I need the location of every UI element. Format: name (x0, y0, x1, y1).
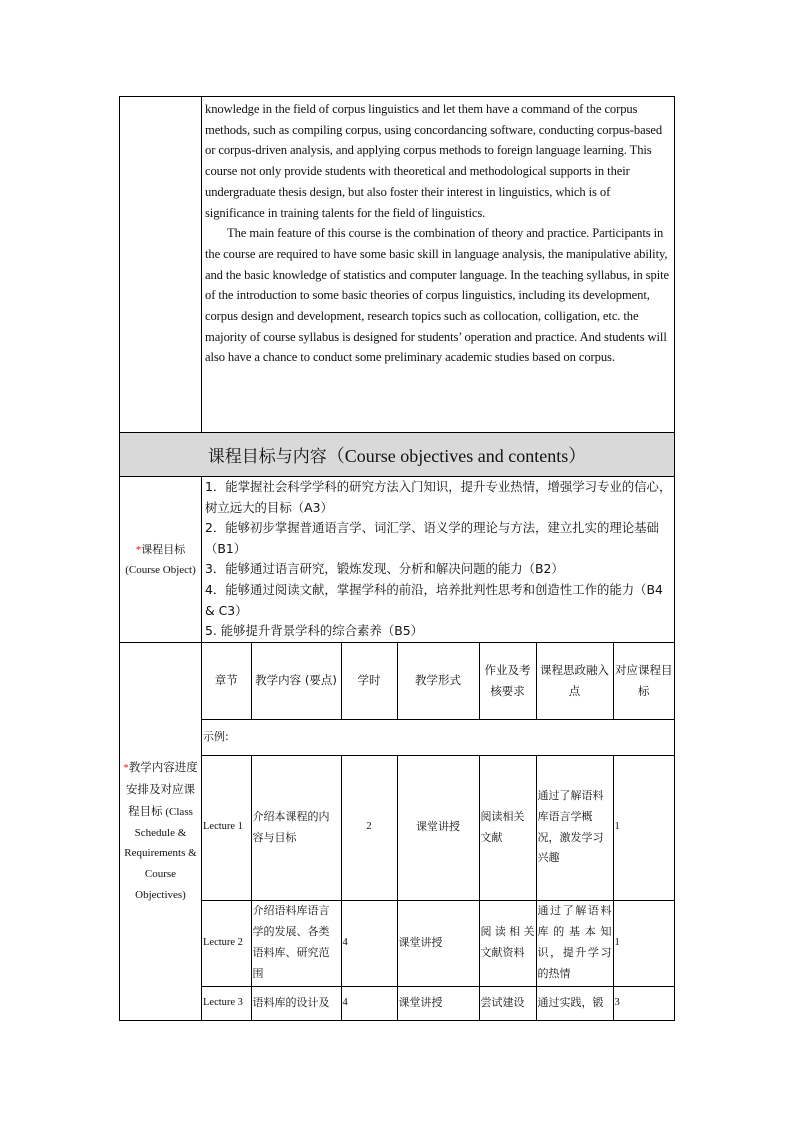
required-star: * (123, 762, 129, 775)
intro-paragraph-1: knowledge in the field of corpus linguistics and let them have a command of the corpus methods, such as compiling corpus, using concordancing software, conducting corpus-based or corpus-driven analysis, and applying corpus methods to foreign language learning. This course not only provide students with theoretical and methodological supports in their undergraduate thesis design, but also foster their interest in linguistics, which is of significance in training talents for the field of linguistics. (205, 102, 663, 220)
row-ideology: 通过了解语料库语言学概况，激发学习兴趣 (536, 755, 613, 900)
row-content: 介绍本课程的内容与目标 (251, 755, 341, 900)
objectives-row (120, 477, 675, 643)
schedule-label-cn: 教学内容进度安排及对应课程目标 (126, 760, 198, 818)
row-homework: 阅读相关文献资料 (479, 900, 536, 986)
row-objective: 1 (613, 900, 674, 986)
schedule-header-row (202, 643, 674, 719)
objective-item: 5. 能够提升背景学科的综合素养（B5） (205, 623, 424, 639)
objectives-label-cn: 课程目标 (141, 542, 186, 556)
section-header-row (120, 433, 675, 477)
row-chapter: Lecture 2 (202, 900, 251, 986)
header-hours: 学时 (341, 643, 397, 719)
row-content: 介绍语料库语言学的发展、各类语料库、研究范围 (251, 900, 341, 986)
objective-item: 2．能够初步掌握普通语言学、词汇学、语义学的理论与方法，建立扎实的理论基础（B1） (205, 520, 659, 556)
table-row (202, 755, 674, 900)
required-star: * (135, 543, 142, 556)
schedule-cell (202, 643, 675, 1021)
objectives-label-en: (Course Object) (125, 563, 196, 576)
schedule-table (202, 643, 674, 1020)
intro-row (120, 97, 675, 433)
objectives-list (202, 477, 675, 643)
schedule-row (120, 643, 675, 1021)
schedule-label-en: (Class Schedule & Requirements & Course Objectives) (124, 805, 197, 901)
objectives-label (120, 477, 202, 643)
row-form: 课堂讲授 (397, 755, 479, 900)
intro-paragraph-2: The main feature of this course is the combination of theory and practice. Participants in the course are required to have some basic skill in language analysis, the manipulative ability, and the basic knowledge of statistics and computer language. In the teaching syllabus, in spite of the introduction to some basic theories of corpus linguistics, including its development, corpus design and development, research topics such as collocation, colligation, etc. the majority of course syllabus is designed for students’ operation and practice. And students will also have a chance to conduct some preliminary academic studies based on corpus. (205, 226, 670, 365)
row-objective: 1 (613, 755, 674, 900)
header-objective: 对应课程目标 (613, 643, 674, 719)
header-content: 教学内容 (要点) (251, 643, 341, 719)
objective-item: 1．能掌握社会科学学科的研究方法入门知识，提升专业热情，增强学习专业的信心，树立远大的目标（A3） (205, 479, 672, 515)
section-header-en: （Course objectives and contents） (326, 445, 587, 466)
objective-item: 3．能够通过语言研究，锻炼发现、分析和解决问题的能力（B2） (205, 561, 564, 577)
row-chapter: Lecture 1 (202, 755, 251, 900)
row-hours: 4 (341, 986, 397, 1020)
row-hours: 2 (341, 755, 397, 900)
row-form: 课堂讲授 (397, 986, 479, 1020)
header-homework: 作业及考核要求 (479, 643, 536, 719)
example-label: 示例: (202, 719, 674, 755)
course-intro-cell (202, 97, 675, 433)
schedule-label (120, 643, 202, 1021)
row-ideology: 通过了解语料库的基本知识，提升学习的热情 (536, 900, 613, 986)
objective-item: 4．能够通过阅读文献，掌握学科的前沿，培养批判性思考和创造性工作的能力（B4 & C3） (205, 581, 663, 618)
header-chapter: 章节 (202, 643, 251, 719)
header-ideology: 课程思政融入点 (536, 643, 613, 719)
row-hours: 4 (341, 900, 397, 986)
intro-left-cell (120, 97, 202, 433)
syllabus-table (119, 96, 675, 1021)
table-row (202, 986, 674, 1020)
row-form: 课堂讲授 (397, 900, 479, 986)
row-homework: 尝试建设 (479, 986, 536, 1020)
row-homework: 阅读相关文献 (479, 755, 536, 900)
row-objective: 3 (613, 986, 674, 1020)
header-form: 教学形式 (397, 643, 479, 719)
row-chapter: Lecture 3 (202, 986, 251, 1020)
example-row (202, 719, 674, 755)
table-row (202, 900, 674, 986)
row-content: 语料库的设计及 (251, 986, 341, 1020)
row-ideology: 通过实践，锻 (536, 986, 613, 1020)
section-header-cn: 课程目标与内容 (207, 446, 327, 467)
section-header (120, 433, 675, 477)
